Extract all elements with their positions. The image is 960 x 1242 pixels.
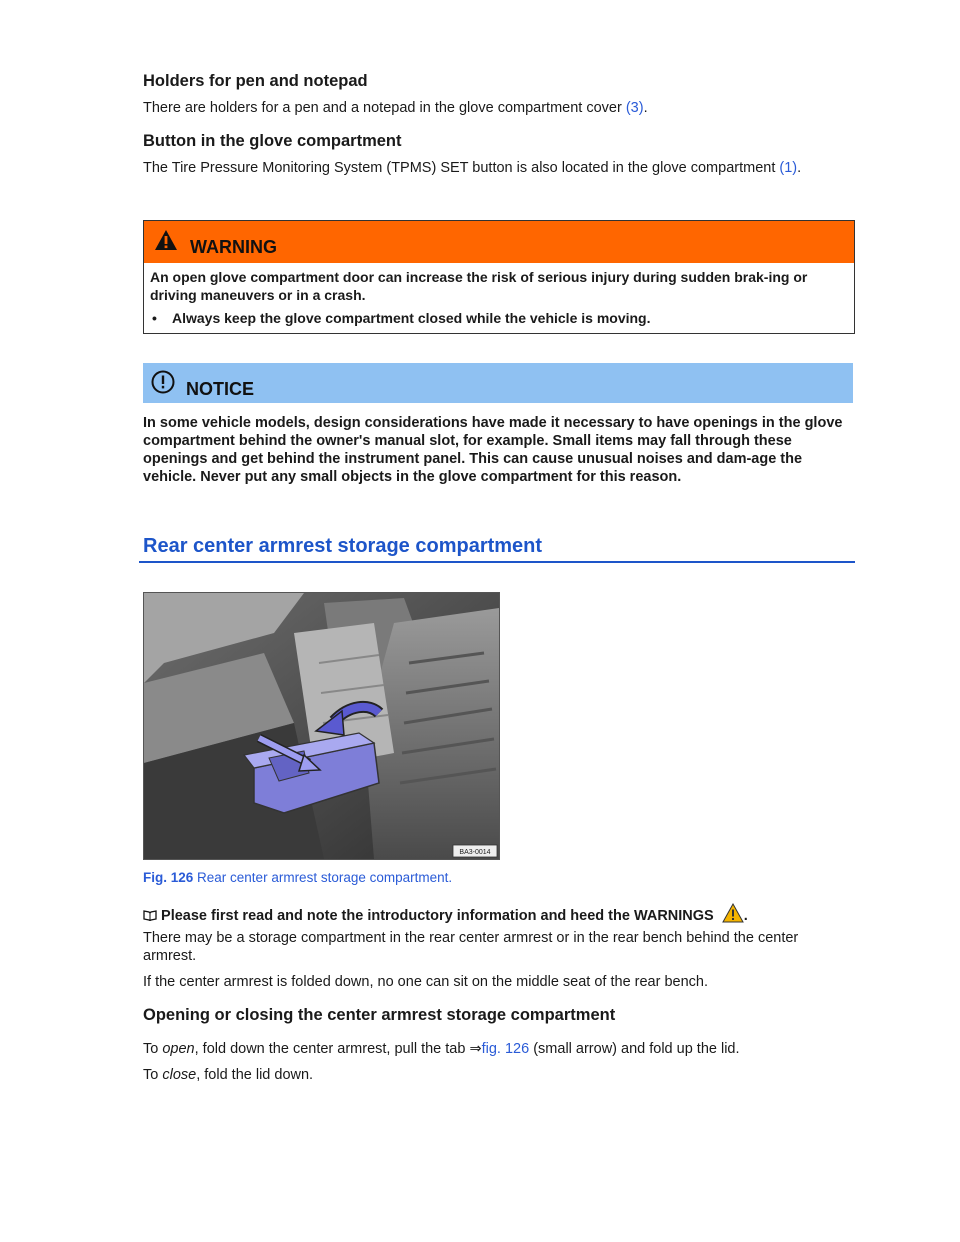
intro-text: Please first read and note the introductory information and heed the WARNINGS [157, 908, 714, 924]
ref-link-3[interactable]: (3) [625, 100, 644, 116]
warning-box [143, 220, 855, 334]
text: , fold the lid down. [196, 1067, 314, 1083]
warning-body [144, 263, 854, 333]
figure-code: BA3-0014 [459, 849, 491, 856]
notice-header [143, 363, 853, 403]
para-storage-location: There may be a storage compartment in the rear center armrest or in the rear bench behind the center armrest. [143, 930, 799, 964]
ref-link-1[interactable]: (1) [779, 160, 798, 176]
warning-header [144, 221, 854, 263]
para-close [143, 1066, 843, 1084]
fig-126-link[interactable]: fig. 126 [481, 1041, 530, 1057]
book-icon [143, 910, 157, 921]
notice-exclamation-icon [151, 370, 175, 394]
emphasis-close: close [162, 1067, 197, 1083]
warning-bullet [150, 309, 846, 327]
text: To [143, 1041, 163, 1057]
warning-text: An open glove compartment door can increase the risk of serious injury during sudden brak-ing or driving maneuvers or in a crash. [150, 269, 808, 303]
text: (small arrow) and fold up the lid. [529, 1041, 740, 1057]
figure-number: Fig. 126 [143, 870, 194, 885]
intro-period: . [743, 908, 748, 924]
heading-button-glove: Button in the glove compartment [143, 132, 402, 150]
intro-note [143, 903, 748, 924]
period: . [643, 100, 648, 116]
figure-caption-text: Rear center armrest storage compartment. [193, 870, 453, 885]
heading-pen-notepad: Holders for pen and notepad [143, 72, 368, 90]
para-pen-notepad [143, 99, 843, 117]
figure-caption [143, 870, 452, 885]
emphasis-open: open [162, 1041, 195, 1057]
notice-label: NOTICE [186, 379, 255, 399]
text: There are holders for a pen and a notepad in the glove compartment cover [143, 100, 626, 116]
para-button-glove [143, 159, 833, 177]
notice-body: In some vehicle models, design considerations have made it necessary to have openings in the glove compartment behind the owner's manual slot, for example. Small items may fall through these openings and get behind the instrument panel. This can cause unusual noises and dam-age the vehicle. Never put any small objects in the glove compartment for this reason. [143, 415, 843, 485]
para-open [143, 1040, 843, 1058]
text: To [143, 1067, 163, 1083]
heading-open-close: Opening or closing the center armrest storage compartment [143, 1006, 616, 1024]
para-middle-seat: If the center armrest is folded down, no one can sit on the middle seat of the rear bench. [143, 974, 709, 990]
figure-armrest [143, 592, 500, 860]
text: , fold down the center armrest, pull the tab ⇒ [194, 1041, 482, 1057]
section-divider [139, 561, 855, 563]
armrest-illustration [144, 593, 499, 859]
section-title: Rear center armrest storage compartment [143, 535, 543, 557]
text: The Tire Pressure Monitoring System (TPMS) SET button is also located in the glove compartment [143, 160, 780, 176]
bullet-dot: • [152, 310, 157, 326]
warning-label: WARNING [190, 237, 277, 257]
warning-bullet-text: Always keep the glove compartment closed while the vehicle is moving. [172, 310, 651, 326]
warning-triangle-icon [154, 229, 178, 251]
period: . [797, 160, 802, 176]
warning-triangle-icon [722, 903, 744, 923]
